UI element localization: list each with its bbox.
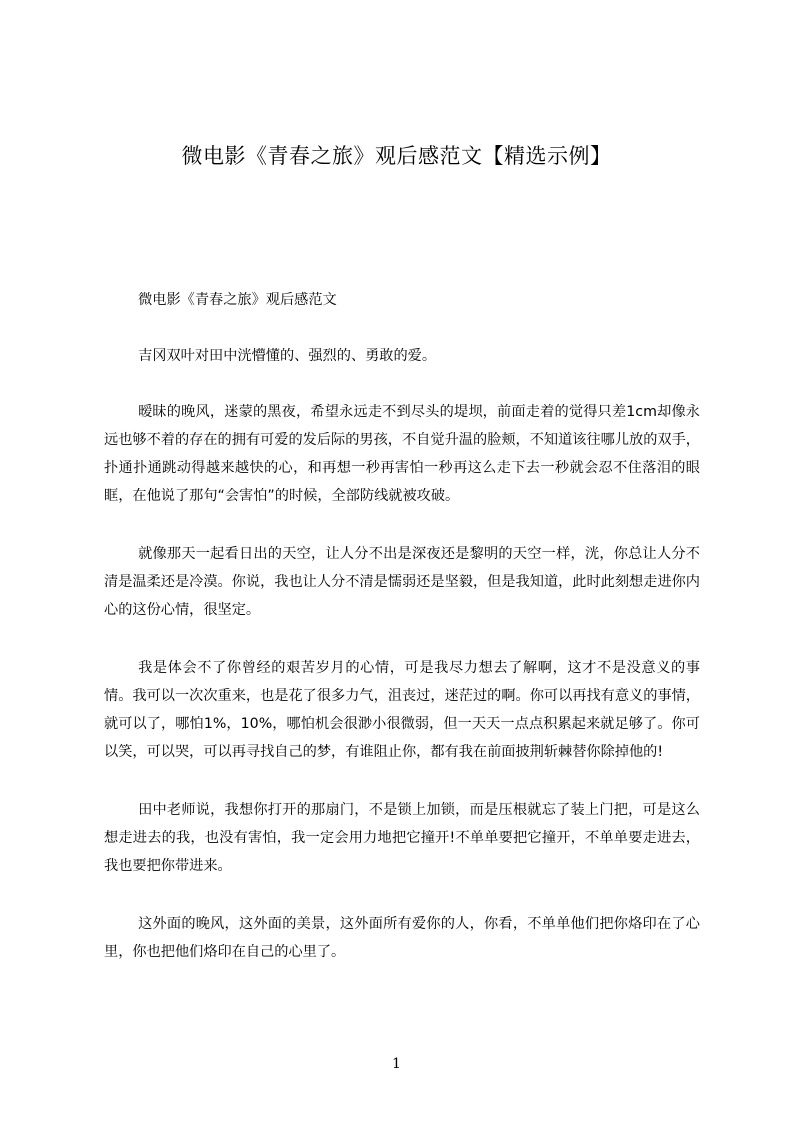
body-paragraph: 这外面的晚风，这外面的美景，这外面所有爱你的人，你看，不单单他们把你烙印在了心里，你也把他们烙印在自己的心里了。 xyxy=(104,916,700,960)
body-paragraph: 吉冈双叶对田中洸懵懂的、强烈的、勇敢的爱。 xyxy=(138,348,437,364)
subtitle-paragraph: 微电影《青春之旅》观后感范文 xyxy=(138,292,337,308)
page-number: 1 xyxy=(392,1056,401,1072)
document-body xyxy=(104,286,700,996)
body-paragraph: 就像那天一起看日出的天空，让人分不出是深夜还是黎明的天空一样，洸，你总让人分不清是温柔还是冷漠。你说，我也让人分不清是懦弱还是坚毅，但是我知道，此时此刻想走进你内心的这份心情，很坚定。 xyxy=(104,546,700,618)
body-paragraph: 田中老师说，我想你打开的那扇门，不是锁上加锁，而是压根就忘了装上门把，可是这么想走进去的我，也没有害怕，我一定会用力地把它撞开!不单单要把它撞开，不单单要走进去，我也要把你带进来。 xyxy=(104,802,700,874)
body-paragraph: 暧昧的晚风，迷蒙的黑夜，希望永远走不到尽头的堤坝，前面走着的觉得只差1cm却像永远也够不着的存在的拥有可爱的发后际的男孩，不自觉升温的脸颊，不知道该往哪儿放的双手，扑通扑通跳动得越来越快的心，和再想一秒再害怕一秒再这么走下去一秒就会忍不住落泪的眼眶，在他说了那句“会害怕”的时候，全部防线就被攻破。 xyxy=(104,404,700,504)
body-paragraph: 我是体会不了你曾经的艰苦岁月的心情，可是我尽力想去了解啊，这才不是没意义的事情。我可以一次次重来，也是花了很多力气，沮丧过，迷茫过的啊。你可以再找有意义的事情，就可以了，哪怕1%，10%，哪怕机会很渺小很微弱，但一天天一点点积累起来就足够了。你可以笑，可以哭，可以再寻找自己的梦，有谁阻止你，都有我在前面披荆斩棘替你除掉他的! xyxy=(104,660,700,760)
document-title: 微电影《青春之旅》观后感范文【精选示例】 xyxy=(181,144,612,168)
